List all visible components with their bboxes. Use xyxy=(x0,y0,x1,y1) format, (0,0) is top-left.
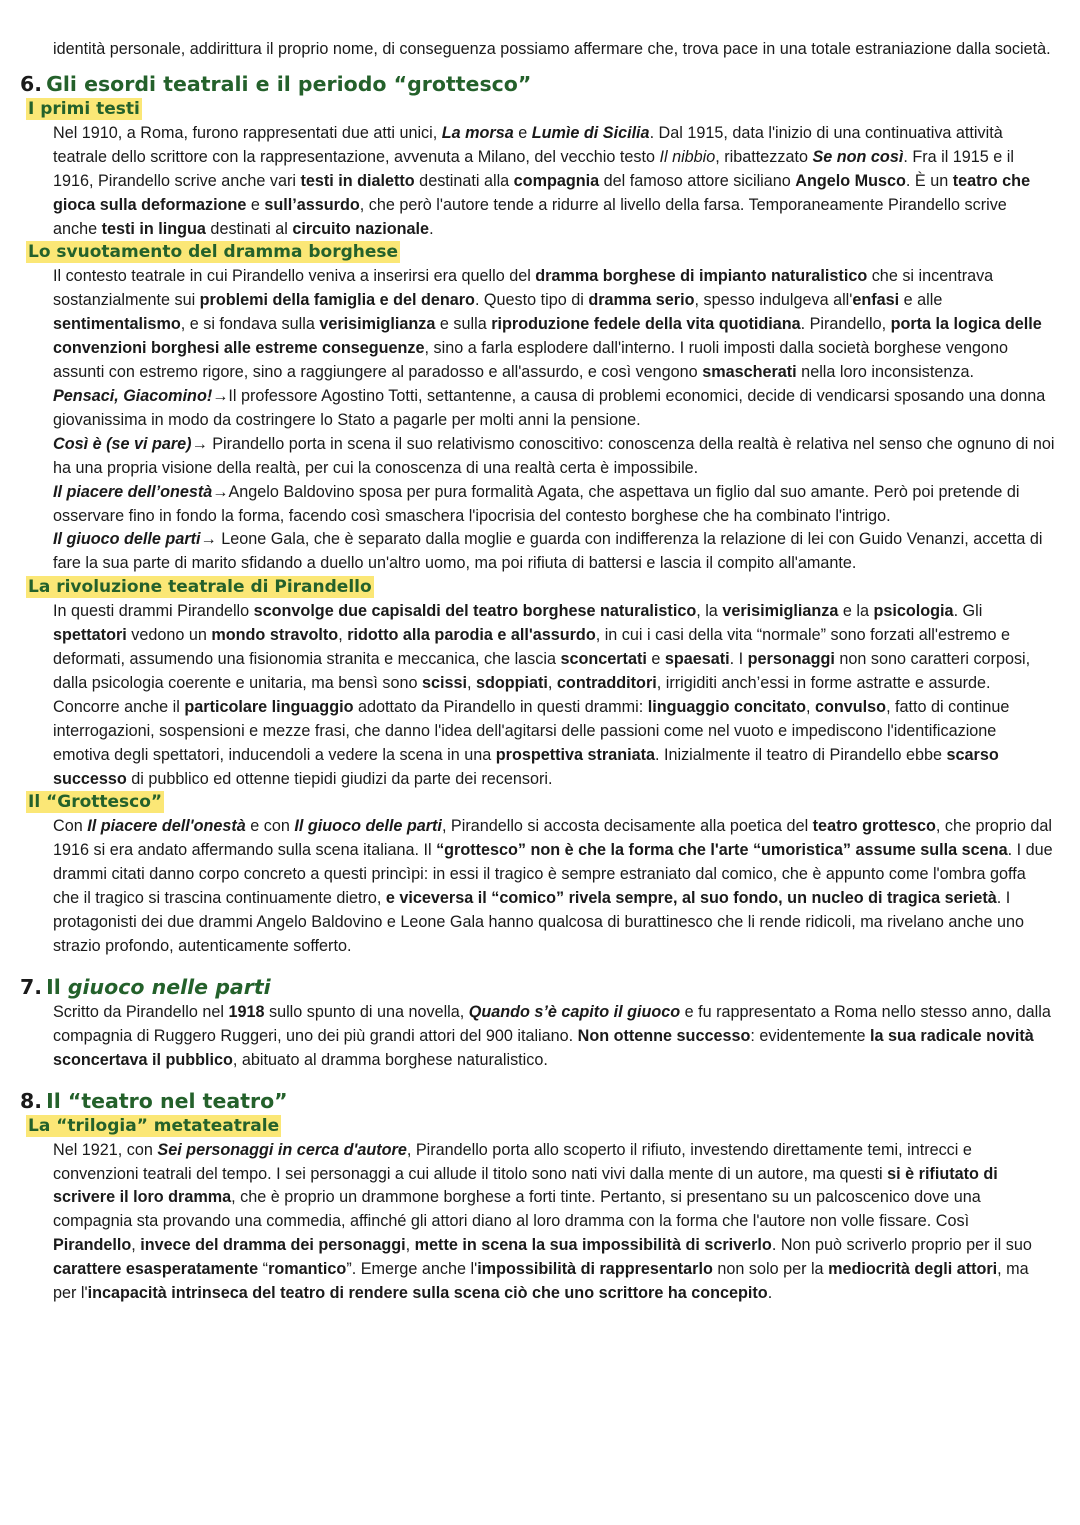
text-run: particolare linguaggio xyxy=(184,697,354,716)
paragraph-rivoluzione xyxy=(53,600,1055,791)
text-run: , xyxy=(405,1236,415,1255)
text-run: . Fra il 1915 e il 1916, Pirandello scrive anche vari xyxy=(53,147,1014,190)
text-run: . Gli xyxy=(953,602,983,621)
text-run: sconvolge due capisaldi del teatro borghese naturalistico xyxy=(253,602,697,621)
text-run: linguaggio concitato xyxy=(647,697,806,716)
intro-paragraph xyxy=(53,38,1055,62)
text-run: prospettiva straniata xyxy=(495,745,655,764)
text-run: Il contesto teatrale in cui Pirandello veniva a inserirsi era quello del xyxy=(53,267,536,286)
section-title: Gli esordi teatrali e il periodo “grottesco” xyxy=(46,71,532,96)
paragraph-trilogia xyxy=(53,1139,1055,1306)
text-run: ”. Emerge anche l' xyxy=(346,1260,478,1279)
text-run: nella loro inconsistenza. xyxy=(796,363,974,382)
text-run: carattere esasperatamente xyxy=(53,1260,259,1279)
text-run: circuito nazionale xyxy=(292,219,430,238)
text-run: smascherati xyxy=(702,363,797,382)
text-run: destinati al xyxy=(205,219,293,238)
text-run: . Non può scriverlo proprio per il suo xyxy=(771,1236,1032,1255)
text-run: teatro grottesco xyxy=(812,817,936,836)
text-run: , Pirandello porta allo scoperto il rifiuto, investendo direttamente temi, intrecci e convenzioni teatrali del tempo. I sei personaggi a cui allude il titolo sono nati vivi dalla mente di un autore, ma questi xyxy=(53,1140,972,1183)
text-run: e xyxy=(246,195,265,214)
section-7-heading xyxy=(20,973,1060,1001)
text-run: e fu rappresentato a Roma nello stesso anno, dalla compagnia di Ruggero Ruggeri, uno dei più grandi attori del 900 italiano. xyxy=(53,1002,1051,1045)
text-run: , xyxy=(547,673,557,692)
text-run: → Pirandello porta in scena il suo relativismo conoscitivo: conoscenza della realtà è relativa nel senso che ognuno di noi ha una propria visione della realtà, per cui la conoscenza di una realtà certa è impossibile. xyxy=(53,434,1055,477)
text-run: Il piacere dell'onestà xyxy=(87,817,246,836)
text-run: e xyxy=(646,650,665,669)
subheading-rivoluzione: La rivoluzione teatrale di Pirandello xyxy=(28,577,372,598)
text-run: , xyxy=(466,673,476,692)
text-run: porta la logica delle convenzioni borghesi alle estreme conseguenze xyxy=(53,315,1042,358)
text-run: , la xyxy=(696,602,723,621)
text-run: e viceversa il “comico” rivela sempre, al suo fondo, un nucleo di tragica serietà xyxy=(385,889,997,908)
text-run: : evidentemente xyxy=(750,1026,871,1045)
text-run: , spesso indulgeva all' xyxy=(694,291,853,310)
text-run: identità personale, addirittura il proprio nome, di conseguenza possiamo affermare che, trova pace in una totale estraniazione dalla società. xyxy=(53,40,1051,58)
text-run: Con xyxy=(53,817,88,836)
section-number: 8. xyxy=(20,1088,43,1113)
subheading-svuotamento: Lo svuotamento del dramma borghese xyxy=(28,242,399,263)
text-run: . I protagonisti dei due drammi Angelo Baldovino e Leone Gala hanno qualcosa di burattinesco che li rende ridicoli, ma rivelano anche uno strazio profondo, autenticamente sofferto. xyxy=(53,889,1024,955)
text-run: e xyxy=(513,123,532,142)
text-run: Scritto da Pirandello nel xyxy=(53,1002,229,1021)
text-run: sull’assurdo xyxy=(264,195,360,214)
text-run: . Dal 1915, data l'inizio di una continuativa attività teatrale dello scrittore con la rappresentazione, avvenuta a Milano, del vecchio testo xyxy=(53,123,1003,166)
text-run: sullo spunto di una novella, xyxy=(264,1002,469,1021)
text-run: verisimiglianza xyxy=(319,315,436,334)
text-run: e la xyxy=(838,602,874,621)
text-run: Lumìe di Sicilia xyxy=(531,123,650,142)
section-number: 6. xyxy=(20,71,43,96)
text-run: contradditori xyxy=(556,673,657,692)
text-run: , che proprio dal 1916 si era andato affermando sulla scena italiana. Il xyxy=(53,817,1052,860)
text-run: , e si fondava sulla xyxy=(180,315,320,334)
text-run: . xyxy=(429,219,434,238)
text-run: non solo per la xyxy=(712,1260,829,1279)
text-run: , fatto di continue interrogazioni, sospensioni e mezze frasi, che danno l'idea dell'agitarsi delle passioni come nel vuoto e impediscono l'identificazione emotiva degli spettatori, inducendoli a vedere la scena in una xyxy=(53,697,1010,764)
text-run: , irrigiditi anch’essi in forme astratte e assurde. Concorre anche il xyxy=(53,673,991,716)
text-run: vedono un xyxy=(126,626,212,645)
text-run: . Pirandello, xyxy=(800,315,891,334)
text-run: Non ottenne successo xyxy=(577,1026,751,1045)
text-run: e alle xyxy=(899,291,943,310)
text-run: e sulla xyxy=(435,315,492,334)
text-run: problemi della famiglia e del denaro xyxy=(199,291,475,310)
text-run: testi in dialetto xyxy=(300,171,415,190)
text-run: →Angelo Baldovino sposa per pura formalità Agata, che aspettava un figlio dal suo amante. Però poi pretende di osservare fino in fondo la forma, facendo così smaschera l'ipocrisia del contesto borghese che ha combinato l'intrigo. xyxy=(53,482,1020,525)
text-run: adottato da Pirandello in questi drammi: xyxy=(353,697,648,716)
text-run: . Inizialmente il teatro di Pirandello ebbe xyxy=(654,745,947,764)
text-run: , in cui i casi della vita “normale” sono forzati all'estremo e deformati, assumendo una fisionomia stranita e meccanica, che lascia xyxy=(53,626,1010,669)
text-run: . I due drammi citati danno corpo concreto a questi princìpi: in essi il tragico è sempre estraniato dal comico, che è appunto come l'ombra goffa che il tragico si trascina continuamente dietro, xyxy=(53,841,1053,908)
text-run: , che è proprio un drammone borghese a forti tinte. Pertanto, si presentano su un palcoscenico dove una compagnia sta provando una commedia, affinché gli attori diano al loro dramma con la forma che l'autore non volle fissare. Così xyxy=(53,1188,981,1231)
text-run: invece del dramma dei personaggi xyxy=(140,1236,406,1255)
text-run: → Leone Gala, che è separato dalla moglie e guarda con indifferenza la relazione di lei con Guido Venanzi, accetta di fare la sua parte di marito sfidando a duello un'altro uomo, ma poi rifiuta di battersi e lascia il compito all'amante. xyxy=(53,530,1043,573)
text-run: verisimiglianza xyxy=(722,602,839,621)
text-run: convulso xyxy=(815,697,887,716)
text-run: di pubblico ed ottenne tiepidi giudizi da parte dei recensori. xyxy=(126,769,553,788)
text-run: sdoppiati xyxy=(475,673,548,692)
text-run: psicologia xyxy=(873,602,954,621)
text-run: destinati alla xyxy=(414,171,514,190)
subheading-grottesco: Il “Grottesco” xyxy=(28,792,163,813)
text-run: che si incentrava sostanzialmente sui xyxy=(53,267,994,310)
text-run: Se non così xyxy=(812,147,904,166)
text-run: , xyxy=(806,697,815,716)
text-run: , xyxy=(338,626,348,645)
text-run: , ma per l' xyxy=(53,1260,1029,1303)
text-run: romantico xyxy=(268,1260,347,1279)
text-run: In questi drammi Pirandello xyxy=(53,602,254,621)
text-run: Nel 1921, con xyxy=(53,1140,158,1159)
text-run: spettatori xyxy=(53,626,127,645)
text-run: compagnia xyxy=(513,171,600,190)
text-run: , Pirandello si accosta decisamente alla poetica del xyxy=(441,817,813,836)
text-run: “ xyxy=(258,1260,269,1279)
text-run: mondo stravolto xyxy=(211,626,339,645)
text-run: →Il professore Agostino Totti, settantenne, a causa di problemi economici, decide di vendicarsi sposando una donna giovanissima in modo da costringere lo Stato a pagarle per molti anni la pensione. xyxy=(53,386,1046,429)
text-run: La morsa xyxy=(441,123,514,142)
text-run: riproduzione fedele della vita quotidiana xyxy=(491,315,801,334)
paragraph-primi-testi xyxy=(53,122,1055,242)
text-run: Angelo Musco xyxy=(795,171,906,190)
text-run: scarso successo xyxy=(53,745,999,788)
text-run: si è rifiutato di scrivere il loro dramma xyxy=(53,1164,998,1207)
play-title: Così è (se vi pare) xyxy=(53,434,192,453)
text-run: Quando s’è capito il giuoco xyxy=(468,1002,681,1021)
text-run: scissi xyxy=(421,673,467,692)
section-6-heading xyxy=(20,70,1060,98)
text-run: incapacità intrinseca del teatro di rendere sulla scena ciò che uno scrittore ha concepito xyxy=(87,1284,768,1303)
text-run: dramma borghese di impianto naturalistico xyxy=(535,267,868,286)
play-title: Pensaci, Giacomino! xyxy=(53,386,213,405)
text-run: sconcertati xyxy=(560,650,647,669)
text-run: Pirandello xyxy=(53,1236,132,1255)
text-run: ridotto alla parodia e all'assurdo xyxy=(347,626,596,645)
text-run: “grottesco” non è che la forma che l'arte “umoristica” assume sulla scena xyxy=(436,841,1008,860)
text-run: . Questo tipo di xyxy=(474,291,589,310)
text-run: personaggi xyxy=(747,650,835,669)
play-title: Il giuoco delle parti xyxy=(53,530,201,549)
text-run: mette in scena la sua impossibilità di scriverlo xyxy=(414,1236,772,1255)
text-run: Il giuoco delle parti xyxy=(294,817,442,836)
text-run: , abituato al dramma borghese naturalistico. xyxy=(232,1050,548,1069)
text-run: impossibilità di rappresentarlo xyxy=(477,1260,713,1279)
play-title: Il piacere dell’onestà xyxy=(53,482,213,501)
text-run: Il nibbio xyxy=(659,147,716,166)
section-8-heading xyxy=(20,1087,1060,1115)
text-run: spaesati xyxy=(664,650,730,669)
text-run: teatro che gioca sulla deformazione xyxy=(53,171,1031,214)
subheading-trilogia: La “trilogia” metateatrale xyxy=(28,1115,280,1136)
text-run: la sua radicale novità sconcertava il pubblico xyxy=(53,1026,1034,1069)
text-run: del famoso attore siciliano xyxy=(599,171,796,190)
text-run: testi in lingua xyxy=(101,219,206,238)
text-run: . I xyxy=(729,650,748,669)
text-run: enfasi xyxy=(852,291,900,310)
text-run: . È un xyxy=(905,171,953,190)
section-title: Il xyxy=(46,974,68,999)
text-run: non sono caratteri corposi, dalla psicologia coerente e unitaria, ma bensì sono xyxy=(53,650,1031,692)
text-run: Nel 1910, a Roma, furono rappresentati due atti unici, xyxy=(53,123,442,142)
text-run: , ribattezzato xyxy=(715,147,813,166)
text-run: sentimentalismo xyxy=(53,315,181,334)
section-number: 7. xyxy=(20,974,43,999)
subheading-primi-testi: I primi testi xyxy=(28,98,140,119)
paragraph-grottesco xyxy=(53,815,1055,958)
text-run: dramma serio xyxy=(588,291,695,310)
text-run: . xyxy=(767,1284,773,1303)
section-title-italic: giuoco nelle parti xyxy=(67,974,271,999)
text-run: e con xyxy=(245,817,295,836)
section-title: Il “teatro nel teatro” xyxy=(46,1088,288,1113)
text-run: 1918 xyxy=(228,1002,265,1021)
text-run: , sino a farla esplodere dall'interno. I ruoli imposti dalla società borghese vengono assunti con estremo rigore, sino a raggiungere al paradosso e all'assurdo, e così vengono xyxy=(53,339,1009,382)
text-run: , xyxy=(131,1236,141,1255)
paragraph-svuotamento xyxy=(53,265,1055,576)
text-run: mediocrità degli attori xyxy=(828,1260,998,1279)
text-run: , che però l'autore tende a ridurre al livello della farsa. Temporaneamente Pirandello scrive anche xyxy=(53,195,1007,238)
text-run: Sei personaggi in cerca d'autore xyxy=(157,1140,407,1159)
paragraph-giuoco-nelle-parti xyxy=(53,1001,1055,1073)
